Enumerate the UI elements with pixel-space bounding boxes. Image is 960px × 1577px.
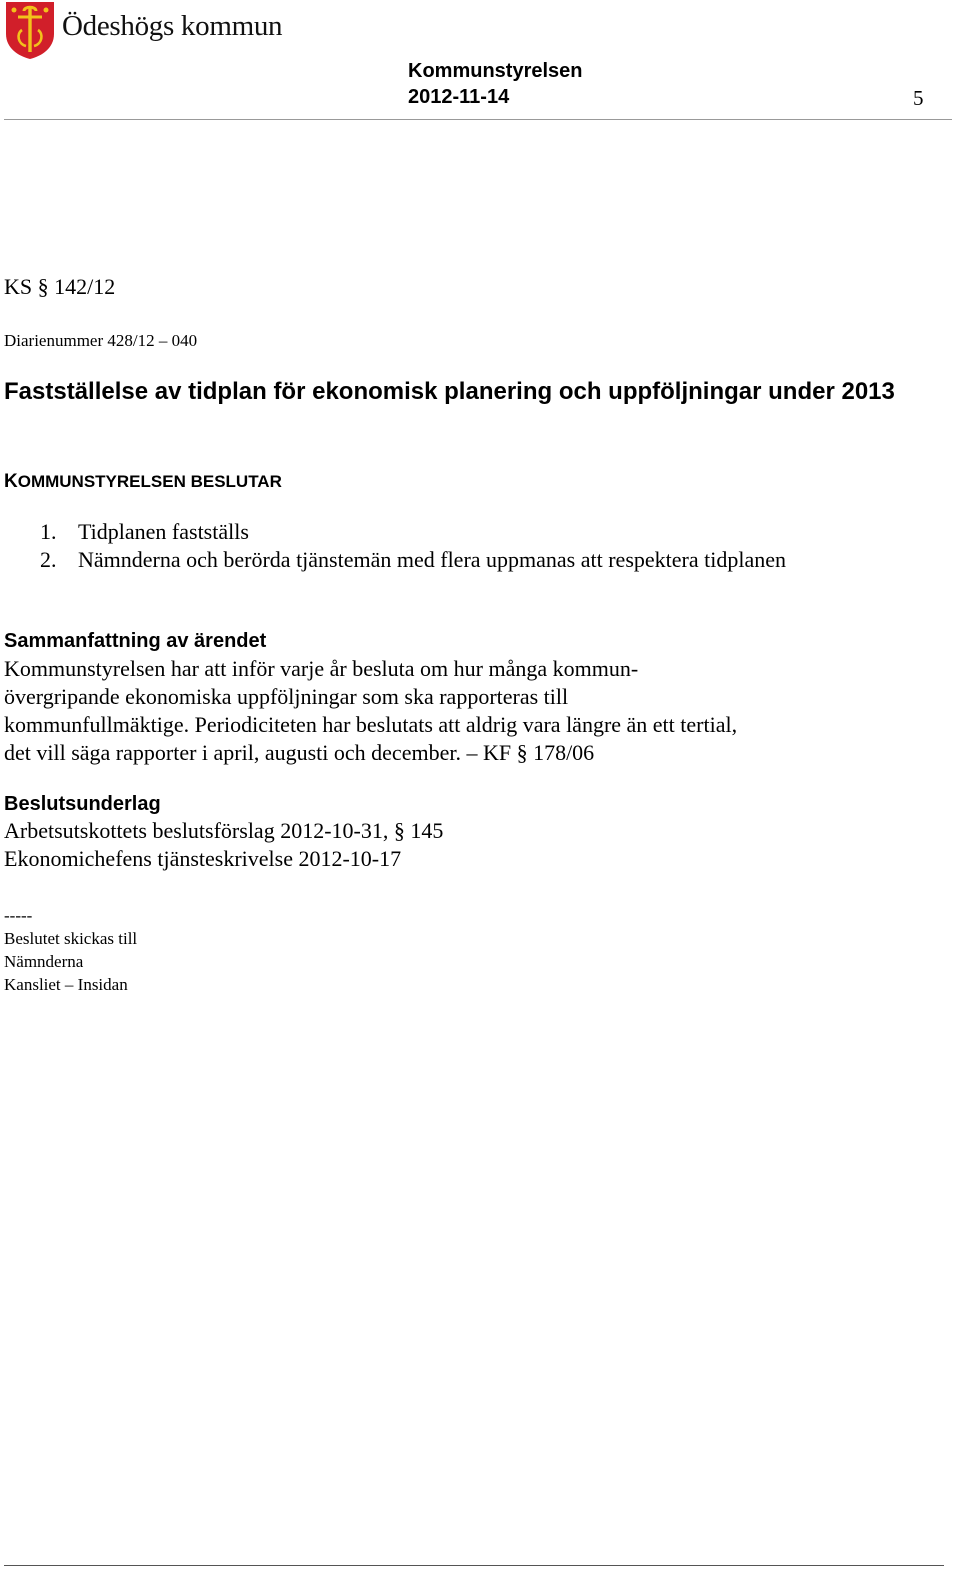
- case-number: KS § 142/12: [4, 274, 116, 299]
- decision-heading: [4, 471, 282, 493]
- decision-heading-rest: OMMUNSTYRELSEN BESLUTAR: [17, 472, 282, 491]
- page-header: [0, 0, 960, 122]
- basis-item: Arbetsutskottets beslutsförslag 2012-10-31, § 145: [4, 818, 444, 843]
- decision-list: [40, 518, 800, 574]
- decision-item-number: 2.: [40, 547, 57, 572]
- header-divider: [4, 119, 952, 120]
- decision-item-number: 1.: [40, 519, 57, 544]
- distribution-list: [4, 904, 137, 996]
- meeting-date: 2012-11-14: [408, 86, 510, 108]
- summary-body: Kommunstyrelsen har att inför varje år besluta om hur många kommun-övergripande ekonomiska uppföljningar som ska rapporteras till kommunfullmäktige. Periodiciteten har beslutats att aldrig vara längre än ett tertial, det vill säga rapporter i april, augusti och december. – KF § 178/06: [4, 656, 738, 765]
- decision-item-text: Tidplanen fastställs: [78, 519, 249, 544]
- summary-heading: Sammanfattning av ärendet: [4, 630, 267, 652]
- decision-heading-initial: K: [4, 471, 18, 492]
- basis-heading: Beslutsunderlag: [4, 793, 161, 815]
- municipality-emblem-icon: [4, 0, 56, 60]
- page-number: 5: [913, 86, 924, 110]
- footer-divider: [4, 1565, 944, 1566]
- case-title: Fastställelse av tidplan för ekonomisk planering och uppföljningar under 2013: [4, 378, 895, 405]
- distribution-recipient: Nämnderna: [4, 952, 84, 971]
- distribution-recipient: Kansliet – Insidan: [4, 975, 128, 994]
- diary-number: Diarienummer 428/12 – 040: [4, 331, 198, 350]
- distribution-label: Beslutet skickas till: [4, 929, 138, 948]
- decision-item: [40, 546, 800, 574]
- basis-item: Ekonomichefens tjänsteskrivelse 2012-10-17: [4, 846, 402, 871]
- decision-item: [40, 518, 800, 546]
- decision-item-text: Nämnderna och berörda tjänstemän med flera uppmanas att respektera tidplanen: [78, 547, 786, 572]
- municipality-wordmark: Ödeshögs kommun: [62, 10, 283, 42]
- distribution-separator: -----: [4, 906, 33, 925]
- board-name: Kommunstyrelsen: [408, 60, 583, 82]
- basis-list: [4, 817, 443, 873]
